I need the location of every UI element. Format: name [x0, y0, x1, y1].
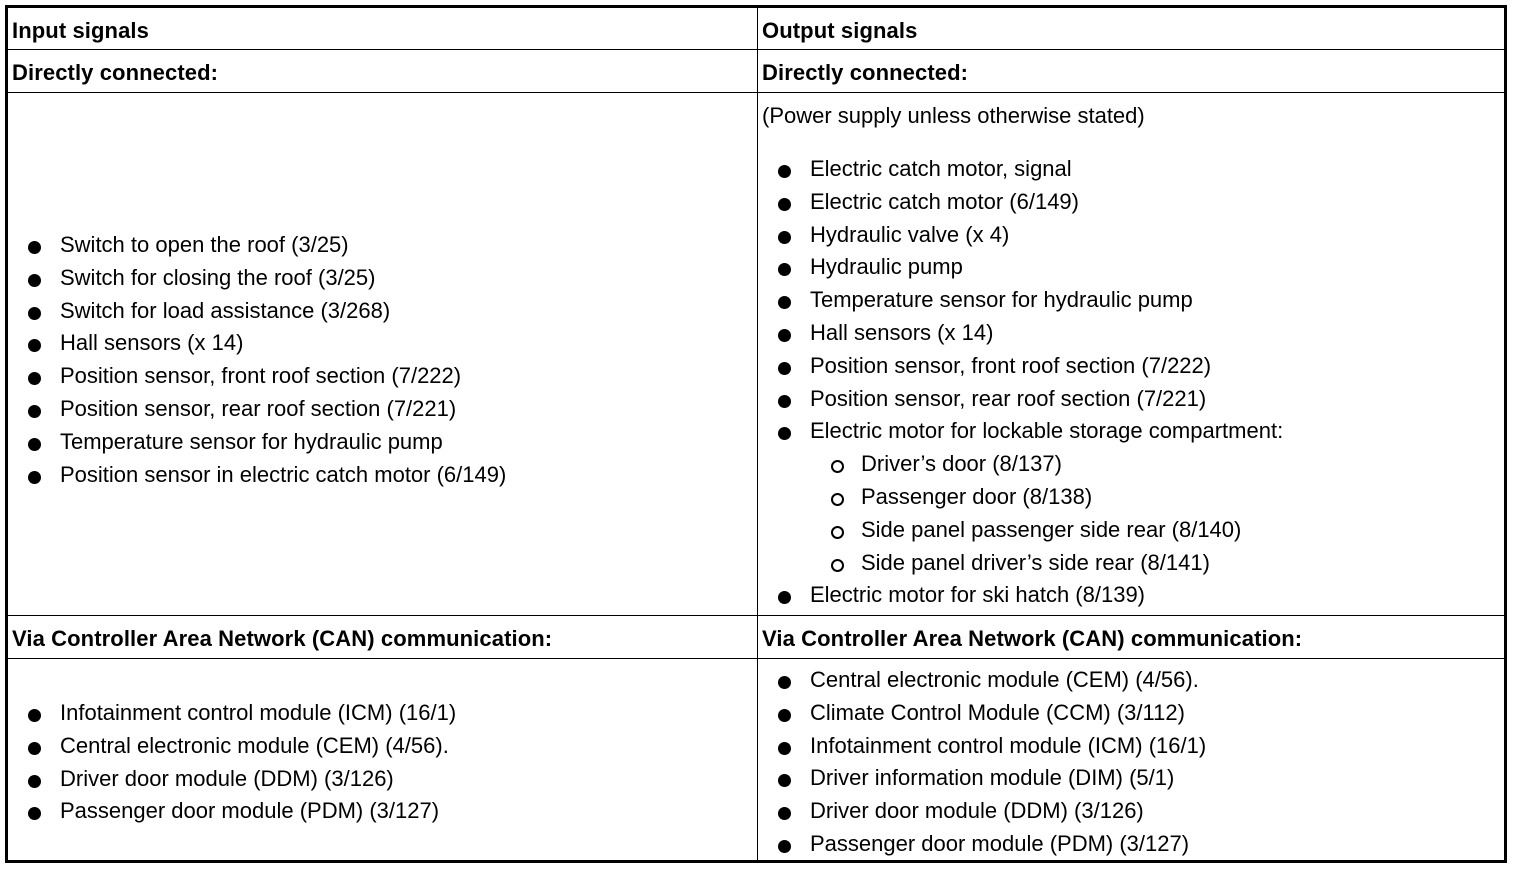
list-item [758, 251, 1283, 284]
table-header-row [8, 8, 1504, 50]
list-item-text: Electric catch motor (6/149) [810, 188, 1079, 214]
direct-output-heading: Directly connected: [762, 60, 969, 85]
list-item-text: Driver door module (DDM) (3/126) [60, 765, 394, 791]
list-item-text: Passenger door module (PDM) (3/127) [60, 798, 440, 824]
can-output-heading: Via Controller Area Network (CAN) communication: [762, 626, 1303, 651]
list-item [8, 426, 506, 459]
bullet-icon [28, 471, 41, 484]
bullet-icon [778, 676, 791, 689]
signals-table [5, 5, 1507, 863]
bullet-icon [778, 709, 791, 722]
list-item-text: Temperature sensor for hydraulic pump [60, 428, 443, 454]
can-output-cell [758, 659, 1504, 863]
list-item [8, 763, 456, 796]
bullet-icon [28, 339, 41, 352]
bullet-icon [28, 241, 41, 254]
direct-input-heading: Directly connected: [12, 60, 219, 85]
direct-input-heading-cell [8, 50, 758, 92]
power-supply-note: (Power supply unless otherwise stated) [762, 103, 1145, 128]
list-item [8, 697, 456, 730]
list-item [758, 828, 1206, 861]
bullet-icon [778, 198, 791, 211]
list-item-text: Position sensor, front roof section (7/222) [60, 363, 462, 389]
list-item [758, 153, 1283, 186]
bullet-icon [778, 807, 791, 820]
list-item-text: Infotainment control module (ICM) (16/1) [810, 732, 1207, 758]
list-item [758, 697, 1206, 730]
sub-list-item [758, 481, 1283, 514]
list-item [758, 186, 1283, 219]
direct-content-row [8, 93, 1504, 616]
bullet-icon [778, 774, 791, 787]
can-content-row [8, 659, 1504, 863]
list-item-text: Position sensor, front roof section (7/222) [810, 352, 1212, 378]
list-item [758, 317, 1283, 350]
bullet-icon [28, 742, 41, 755]
list-item [8, 262, 506, 295]
list-item [758, 730, 1206, 763]
list-item-text: Position sensor, rear roof section (7/221) [810, 385, 1207, 411]
bullet-icon [28, 405, 41, 418]
can-heading-row [8, 616, 1504, 659]
list-item-text: Driver information module (DIM) (5/1) [810, 765, 1175, 791]
list-item-text: Central electronic module (CEM) (4/56). [60, 732, 449, 758]
direct-output-list [758, 153, 1283, 612]
list-item [8, 295, 506, 328]
bullet-icon [28, 307, 41, 320]
list-item [758, 383, 1283, 416]
list-item-text: Infotainment control module (ICM) (16/1) [60, 700, 457, 725]
can-input-heading: Via Controller Area Network (CAN) communication: [12, 626, 553, 651]
sub-list-item [758, 448, 1283, 481]
list-item [758, 350, 1283, 383]
bullet-icon [28, 438, 41, 451]
list-item [8, 229, 506, 262]
bullet-icon [778, 591, 791, 604]
hollow-bullet-icon [831, 460, 844, 473]
list-item-text: Side panel driver’s side rear (8/141) [861, 549, 1210, 575]
list-item-text: Driver door module (DDM) (3/126) [810, 798, 1144, 824]
list-item-text: Driver’s door (8/137) [861, 451, 1062, 477]
bullet-icon [778, 742, 791, 755]
bullet-icon [778, 840, 791, 853]
bullet-icon [28, 807, 41, 820]
list-item [8, 327, 506, 360]
list-item-text: Side panel passenger side rear (8/140) [861, 516, 1242, 542]
list-item [758, 219, 1283, 252]
sub-list-item [758, 514, 1283, 547]
bullet-icon [28, 709, 41, 722]
list-item-text: Temperature sensor for hydraulic pump [810, 287, 1193, 313]
list-item [758, 415, 1283, 448]
list-item-text: Switch to open the roof (3/25) [60, 232, 349, 257]
direct-output-cell [758, 93, 1504, 615]
hollow-bullet-icon [831, 493, 844, 506]
list-item-text: Passenger door (8/138) [861, 483, 1093, 509]
input-signals-header: Input signals [12, 18, 149, 43]
list-item [8, 393, 506, 426]
list-item [758, 664, 1206, 697]
can-input-list [8, 697, 456, 828]
list-item [758, 795, 1206, 828]
list-item [8, 795, 456, 828]
list-item [8, 459, 506, 492]
output-header-cell [758, 8, 1504, 49]
sub-list-item [758, 547, 1283, 580]
bullet-icon [28, 372, 41, 385]
bullet-icon [778, 231, 791, 244]
list-item-text: Position sensor in electric catch motor (6/149) [60, 461, 507, 487]
list-item-text: Electric motor for lockable storage compartment: [810, 418, 1284, 444]
can-input-cell [8, 659, 758, 863]
hollow-bullet-icon [831, 559, 844, 572]
bullet-icon [778, 329, 791, 342]
list-item [8, 360, 506, 393]
bullet-icon [28, 274, 41, 287]
bullet-icon [778, 395, 791, 408]
list-item-text: Hydraulic valve (x 4) [810, 221, 1010, 247]
can-input-heading-cell [8, 616, 758, 658]
bullet-icon [778, 427, 791, 440]
direct-input-list [8, 229, 506, 491]
list-item-text: Passenger door module (PDM) (3/127) [810, 830, 1190, 856]
bullet-icon [778, 362, 791, 375]
list-item-text: Position sensor, rear roof section (7/221) [60, 395, 457, 421]
list-item-text: Hall sensors (x 14) [60, 330, 244, 356]
hollow-bullet-icon [831, 526, 844, 539]
list-item-text: Switch for load assistance (3/268) [60, 297, 391, 323]
direct-output-heading-cell [758, 50, 1504, 92]
input-header-cell [8, 8, 758, 49]
list-item [758, 579, 1283, 612]
bullet-icon [28, 775, 41, 788]
list-item-text: Switch for closing the roof (3/25) [60, 264, 376, 290]
list-item [758, 284, 1283, 317]
can-output-heading-cell [758, 616, 1504, 658]
list-item-text: Climate Control Module (CCM) (3/112) [810, 699, 1185, 725]
list-item-text: Hydraulic pump [810, 254, 963, 280]
list-item [8, 730, 456, 763]
list-item-text: Central electronic module (CEM) (4/56). [810, 667, 1199, 692]
bullet-icon [778, 263, 791, 276]
output-signals-header: Output signals [762, 18, 918, 43]
direct-heading-row [8, 50, 1504, 93]
bullet-icon [778, 296, 791, 309]
list-item [758, 762, 1206, 795]
direct-input-cell [8, 93, 758, 615]
can-output-list [758, 664, 1206, 861]
list-item-text: Hall sensors (x 14) [810, 319, 994, 345]
bullet-icon [778, 165, 791, 178]
list-item-text: Electric catch motor, signal [810, 156, 1072, 181]
list-item-text: Electric motor for ski hatch (8/139) [810, 582, 1146, 608]
